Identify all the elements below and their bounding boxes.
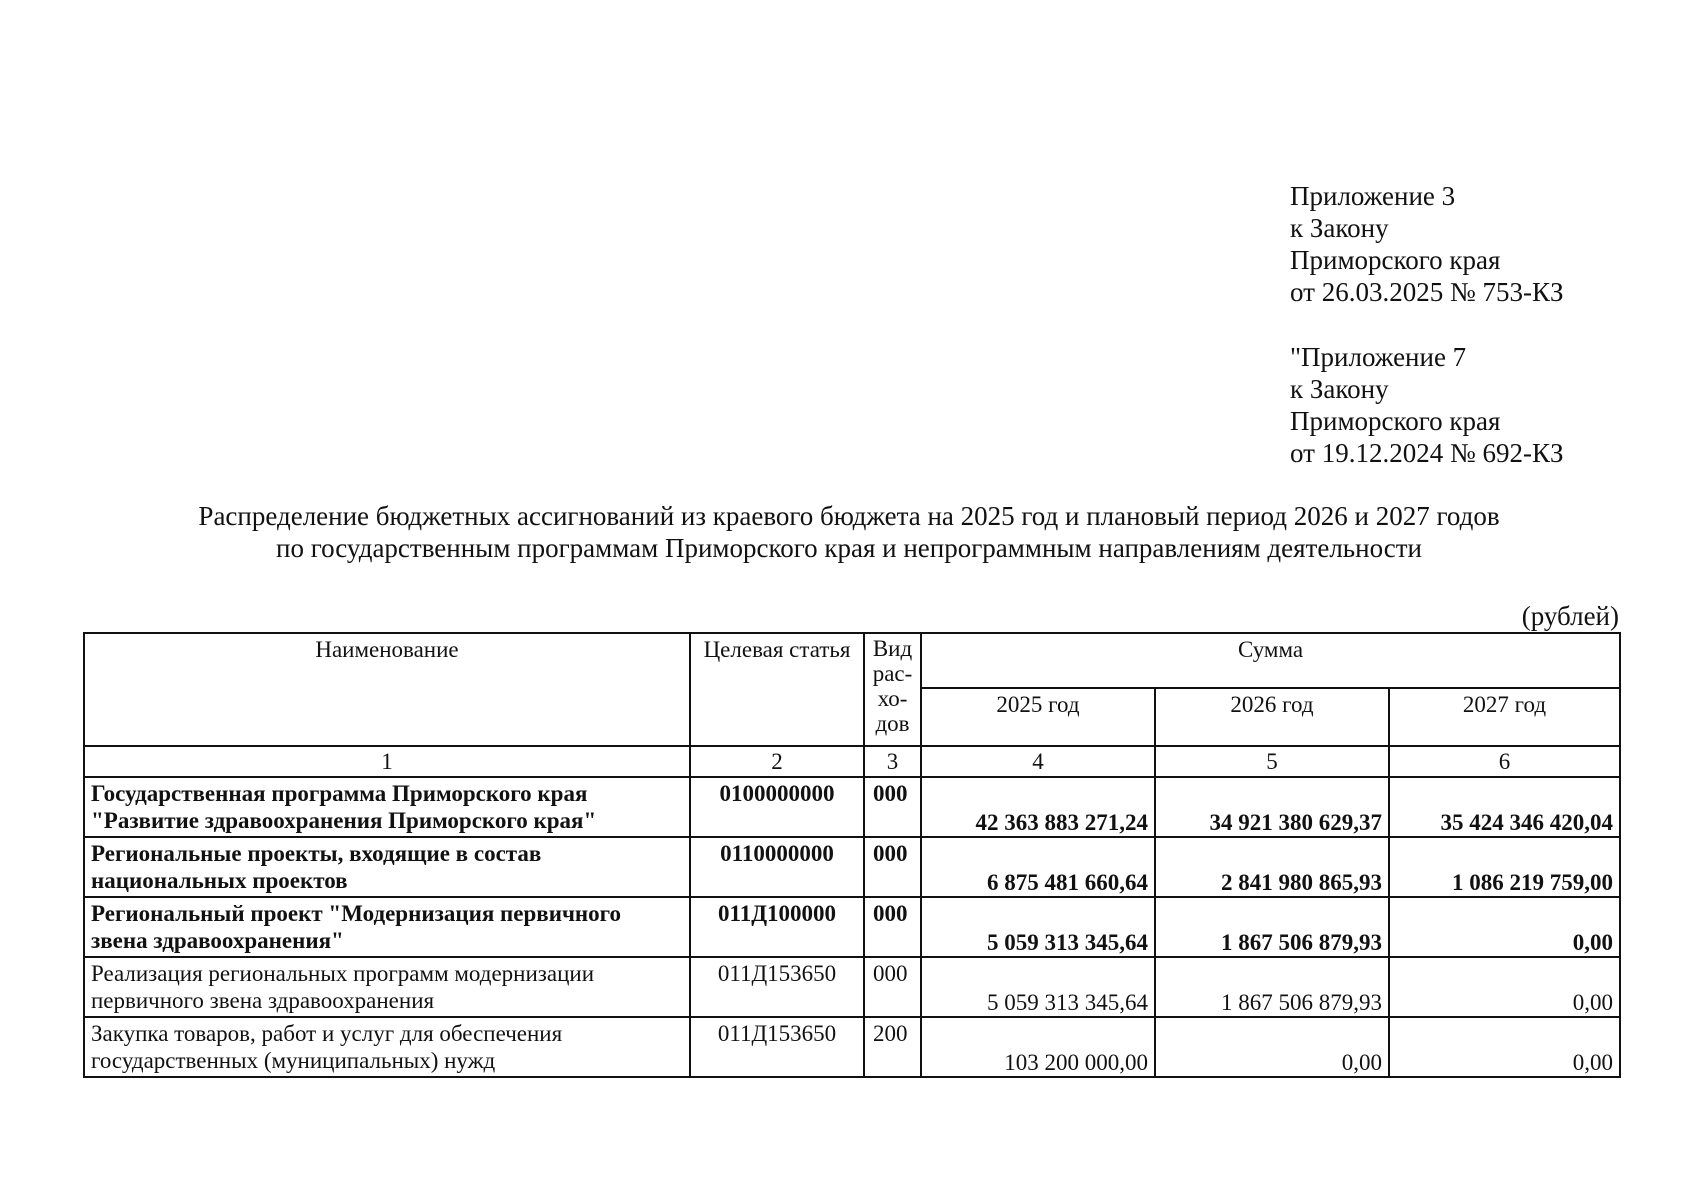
row-sum-2025: 5 059 313 345,64 bbox=[921, 897, 1155, 957]
header-target-article: Целевая статья bbox=[690, 633, 864, 746]
column-number: 6 bbox=[1389, 746, 1620, 777]
row-sum-2026: 0,00 bbox=[1155, 1017, 1389, 1077]
header-expense-kind: Вид рас- хо- дов bbox=[864, 633, 921, 746]
document-title bbox=[0, 500, 1698, 564]
row-name: Закупка товаров, работ и услуг для обеспечения государственных (муниципальных) нужд bbox=[84, 1017, 690, 1077]
appendix-line: Приморского края bbox=[1290, 406, 1501, 436]
row-target-article: 0100000000 bbox=[690, 777, 864, 837]
appendix-line: к Закону bbox=[1290, 374, 1389, 404]
appendix-current bbox=[1290, 180, 1563, 308]
row-target-article: 011Д100000 bbox=[690, 897, 864, 957]
document-title-line-1: Распределение бюджетных ассигнований из краевого бюджета на 2025 год и плановый период 2026 и 2027 годов bbox=[198, 501, 1500, 531]
row-target-article: 011Д153650 bbox=[690, 957, 864, 1017]
table-row bbox=[84, 777, 1620, 837]
row-target-article: 011Д153650 bbox=[690, 1017, 864, 1077]
table-row bbox=[84, 1017, 1620, 1077]
appendix-line: от 19.12.2024 № 692-КЗ bbox=[1290, 438, 1564, 468]
appendix-line: Приморского края bbox=[1290, 245, 1501, 275]
row-sum-2027: 0,00 bbox=[1389, 957, 1620, 1017]
document-title-line-2: по государственным программам Приморского края и непрограммным направлениям деятельности bbox=[276, 533, 1422, 563]
budget-table bbox=[83, 632, 1621, 1078]
appendix-line: к Закону bbox=[1290, 213, 1389, 243]
column-number: 1 bbox=[84, 746, 690, 777]
row-expense-kind: 000 bbox=[864, 837, 921, 897]
appendix-line: от 26.03.2025 № 753-КЗ bbox=[1290, 277, 1564, 307]
row-name: Государственная программа Приморского края "Развитие здравоохранения Приморского края" bbox=[84, 777, 690, 837]
row-sum-2026: 1 867 506 879,93 bbox=[1155, 957, 1389, 1017]
column-number: 5 bbox=[1155, 746, 1389, 777]
row-sum-2025: 6 875 481 660,64 bbox=[921, 837, 1155, 897]
header-year-2027: 2027 год bbox=[1389, 688, 1620, 746]
units-label: (рублей) bbox=[1521, 601, 1619, 631]
column-number: 3 bbox=[864, 746, 921, 777]
table-row bbox=[84, 837, 1620, 897]
appendix-original bbox=[1290, 341, 1563, 469]
row-expense-kind: 000 bbox=[864, 957, 921, 1017]
row-expense-kind: 000 bbox=[864, 777, 921, 837]
header-row bbox=[84, 633, 1620, 688]
row-sum-2027: 0,00 bbox=[1389, 897, 1620, 957]
table-row bbox=[84, 957, 1620, 1017]
row-sum-2027: 0,00 bbox=[1389, 1017, 1620, 1077]
column-number-row bbox=[84, 746, 1620, 777]
column-number: 2 bbox=[690, 746, 864, 777]
row-name: Региональные проекты, входящие в состав национальных проектов bbox=[84, 837, 690, 897]
row-expense-kind: 200 bbox=[864, 1017, 921, 1077]
appendix-line: "Приложение 7 bbox=[1290, 342, 1467, 372]
row-sum-2027: 1 086 219 759,00 bbox=[1389, 837, 1620, 897]
header-name: Наименование bbox=[84, 633, 690, 746]
row-sum-2025: 103 200 000,00 bbox=[921, 1017, 1155, 1077]
row-sum-2027: 35 424 346 420,04 bbox=[1389, 777, 1620, 837]
header-year-2026: 2026 год bbox=[1155, 688, 1389, 746]
header-year-2025: 2025 год bbox=[921, 688, 1155, 746]
row-expense-kind: 000 bbox=[864, 897, 921, 957]
column-number: 4 bbox=[921, 746, 1155, 777]
row-name: Региональный проект "Модернизация первичного звена здравоохранения" bbox=[84, 897, 690, 957]
appendix-line: Приложение 3 bbox=[1290, 181, 1456, 211]
header-sum: Сумма bbox=[921, 633, 1620, 688]
row-sum-2025: 42 363 883 271,24 bbox=[921, 777, 1155, 837]
row-sum-2026: 34 921 380 629,37 bbox=[1155, 777, 1389, 837]
row-sum-2026: 1 867 506 879,93 bbox=[1155, 897, 1389, 957]
row-sum-2025: 5 059 313 345,64 bbox=[921, 957, 1155, 1017]
table-row bbox=[84, 897, 1620, 957]
row-sum-2026: 2 841 980 865,93 bbox=[1155, 837, 1389, 897]
row-name: Реализация региональных программ модернизации первичного звена здравоохранения bbox=[84, 957, 690, 1017]
row-target-article: 0110000000 bbox=[690, 837, 864, 897]
